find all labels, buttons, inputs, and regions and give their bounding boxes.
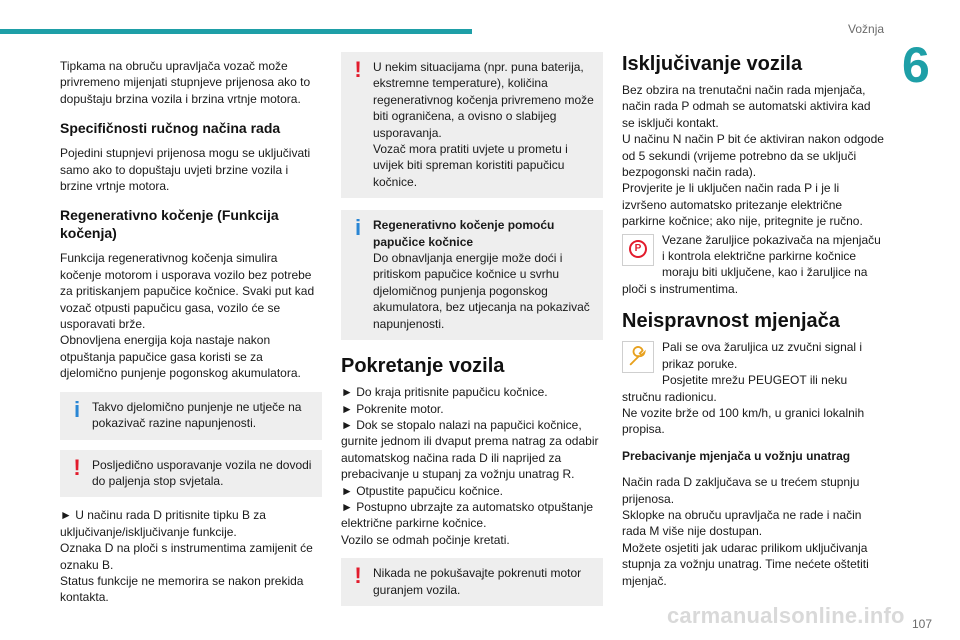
section-title: Vožnja	[848, 22, 885, 36]
info-box-text: Do obnavljanja energije može doći i pritiskom papučice kočnice u svrhu djelomičnog punjenja pogonskog akumulatora, bez utjecanja na pokazivač napunjenosti.	[373, 251, 590, 331]
header-accent-bar	[0, 29, 472, 34]
info-icon: i	[354, 215, 362, 241]
start-step-4: ► Otpustite papučicu kočnice.	[341, 483, 503, 498]
info-box-brake-pedal-regen	[341, 210, 603, 340]
warning-box-regen-limit	[341, 52, 603, 198]
status-paragraph: Status funkcije ne memorira se nakon prekida kontakta.	[60, 573, 304, 605]
start-step-3: ► Dok se stopalo nalazi na papučici kočnice, gurnite jednom ili dvaput prema natrag za odabir automatskog načina rada D ili naprijed za prebacivanje u stupanj za vožnju unatrag R.	[341, 417, 599, 482]
heading-gearbox-fault: Neispravnost mjenjača	[622, 310, 840, 333]
regen-paragraph: Funkcija regenerativnog kočenja simulira kočenje motorom i usporava vozilo bez potrebe za pritiskanjem papučice kočnice. Svaki put kad vozač otpusti papučicu gasa, vozilo će se usporavati brže. Obnovljena energija koja nastaje nakon otpuštanja papučice gasa koristi se za djelomično punjenje pogonskog akumulatora.	[60, 251, 315, 381]
warning-box-text: Nikada ne pokušavajte pokrenuti motor guranjem vozila.	[373, 566, 582, 597]
fault-paragraph: Posjetite mrežu PEUGEOT ili neku stručnu radionicu. Ne vozite brže od 100 km/h, u granici lokalnih propisa.	[622, 373, 865, 437]
column-right	[622, 52, 884, 589]
parking-brake-lamp-note	[622, 232, 884, 298]
warning-icon: !	[354, 563, 362, 589]
fault-lamp-note	[622, 339, 884, 372]
info-box-title: Regenerativno kočenje pomoću papučice kočnice	[373, 218, 555, 249]
heading-starting-vehicle: Pokretanje vozila	[341, 355, 505, 378]
start-after: Vozilo se odmah počinje kretati.	[341, 532, 510, 547]
heading-reverse-lock: Prebacivanje mjenjača u vožnju unatrag	[622, 448, 851, 463]
switch-off-paragraph: Bez obzira na trenutačni način rada mjenjača, način rada P odmah se automatski aktivira kad se isključi kontakt. U načinu N način P bit će aktiviran nakon odgode od 5 sekundi (vrijeme potrebno da se uključi bezpogonski način rada). Provjerite je li uključen način rada P i je li izvršeno automatsko pritezanje električne parkirne kočnice; ako nije, pritegnite je ručno.	[622, 83, 884, 229]
oznaka-paragraph: Oznaka D na ploči s instrumentima zamijenit će oznaku B.	[60, 541, 313, 572]
watermark: carmanualsonline.info	[667, 603, 905, 628]
wrench-warning-icon	[622, 341, 654, 373]
column-left	[60, 58, 322, 606]
column-middle	[341, 52, 603, 606]
intro-paragraph: Tipkama na obruču upravljača vozač može privremeno mijenjati stupnjeve prijenosa ako to dopuštaju brzina vozila i brzina vrtnje motora.	[60, 59, 311, 106]
info-icon: i	[73, 396, 81, 422]
heading-manual-mode: Specifičnosti ručnog načina rada	[60, 120, 281, 137]
warning-icon: !	[73, 454, 81, 480]
heading-regenerative-braking: Regenerativno kočenje (Funkcija kočenja)	[60, 207, 279, 242]
heading-switching-off: Isključivanje vozila	[622, 53, 803, 75]
warning-icon: !	[354, 57, 362, 82]
page-number: 107	[912, 617, 933, 631]
step-paragraph: ► U načinu rada D pritisnite tipku B za uključivanje/isključivanje funkcije.	[60, 508, 266, 539]
parking-brake-warning-icon: P	[622, 234, 654, 266]
start-step-5: ► Postupno ubrzajte za automatsko otpuštanje električne parkirne kočnice.	[341, 499, 594, 531]
lamp-note-text: Vezane žaruljice pokazivača na mjenjaču i kontrola električne parkirne kočnice moraju biti uključene, kao i žaruljice na ploči s instrumentima.	[622, 232, 881, 296]
fault-lamp-text: Pali se ova žaruljica uz zvučni signal i prikaz poruke.	[662, 340, 863, 371]
warning-box-text: Posljedično usporavanje vozila ne dovodi do paljenja stop svjetala.	[92, 457, 312, 488]
info-box-charge	[60, 392, 322, 440]
start-step-2: ► Pokrenite motor.	[341, 401, 444, 416]
start-step-1: ► Do kraja pritisnite papučicu kočnice.	[341, 385, 548, 400]
warning-box-text: U nekim situacijama (npr. puna baterija, ekstremne temperature), količina regenerativnog kočenja privremeno može biti ograničena, a ovisno o slabijeg usporavanja. Vozač mora pratiti uvjete u prometu i uvijek biti spreman koristiti papučicu kočnice.	[373, 60, 594, 189]
reverse-paragraph: Način rada D zaključava se u trećem stupnju prijenosa. Sklopke na obruču upravljača ne rade i način rada M više nije dostupan. Možete osjetiti jak udarac prilikom uključivanja stupnja za vožnju unatrag. Time nećete oštetiti mjenjač.	[622, 475, 869, 588]
info-box-text: Takvo djelomično punjenje ne utječe na pokazivač razine napunjenosti.	[92, 399, 302, 431]
chapter-number: 6	[902, 37, 930, 93]
manual-mode-paragraph: Pojedini stupnjevi prijenosa mogu se uključivati samo ako to dopuštaju uvjeti brzine vozila i brzine vrtnje motora.	[60, 146, 311, 194]
warning-box-brake-lights	[60, 450, 322, 498]
warning-box-push-start	[341, 558, 603, 606]
